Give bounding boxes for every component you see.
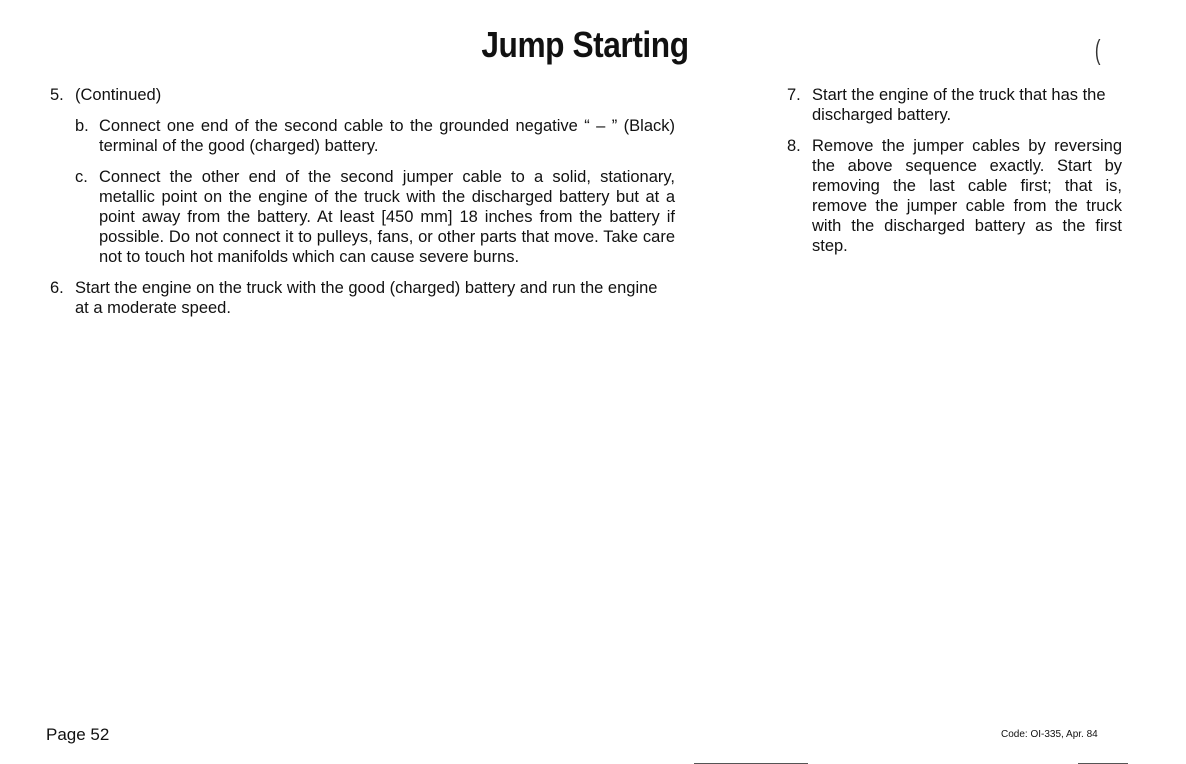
step-6	[50, 278, 675, 318]
left-column	[50, 85, 675, 318]
page-number: Page 52	[46, 725, 110, 744]
step-6-number: 6.	[50, 279, 64, 297]
step-5-number: 5.	[50, 86, 64, 104]
step-5c-letter: c.	[75, 168, 88, 186]
step-5b-letter: b.	[75, 117, 89, 135]
step-8-number: 8.	[787, 137, 801, 155]
step-5c-text: Connect the other end of the second jumper cable to a solid, stationary, metallic point on the engine of the truck with the discharged battery but at a point away from the battery. At least [450 mm] 18 inches from the battery if possible. Do not connect it to pulleys, fans, or other parts that move. Take care not to touch hot manifolds which can cause severe burns.	[99, 168, 675, 266]
step-5c	[50, 167, 675, 267]
step-5b-text: Connect one end of the second cable to the grounded negative “ – ” (Black) terminal of the good (charged) battery.	[99, 117, 675, 155]
page-title: Jump Starting	[481, 24, 689, 65]
step-5-text: (Continued)	[75, 86, 162, 104]
step-7	[787, 85, 1122, 125]
document-code: Code: OI-335, Apr. 84	[1001, 729, 1098, 740]
step-8	[787, 136, 1122, 256]
step-7-number: 7.	[787, 86, 801, 104]
corner-paren-mark: (	[1094, 34, 1101, 65]
step-5b	[50, 116, 675, 156]
step-8-text: Remove the jumper cables by reversing the above sequence exactly. Start by removing the last cable first; that is, remove the jumper cable from the truck with the discharged battery as the first step.	[812, 137, 1122, 255]
step-7-text: Start the engine of the truck that has the discharged battery.	[812, 86, 1106, 124]
step-6-text: Start the engine on the truck with the good (charged) battery and run the engine at a moderate speed.	[75, 279, 658, 317]
right-column	[787, 85, 1122, 256]
step-5	[50, 85, 675, 105]
